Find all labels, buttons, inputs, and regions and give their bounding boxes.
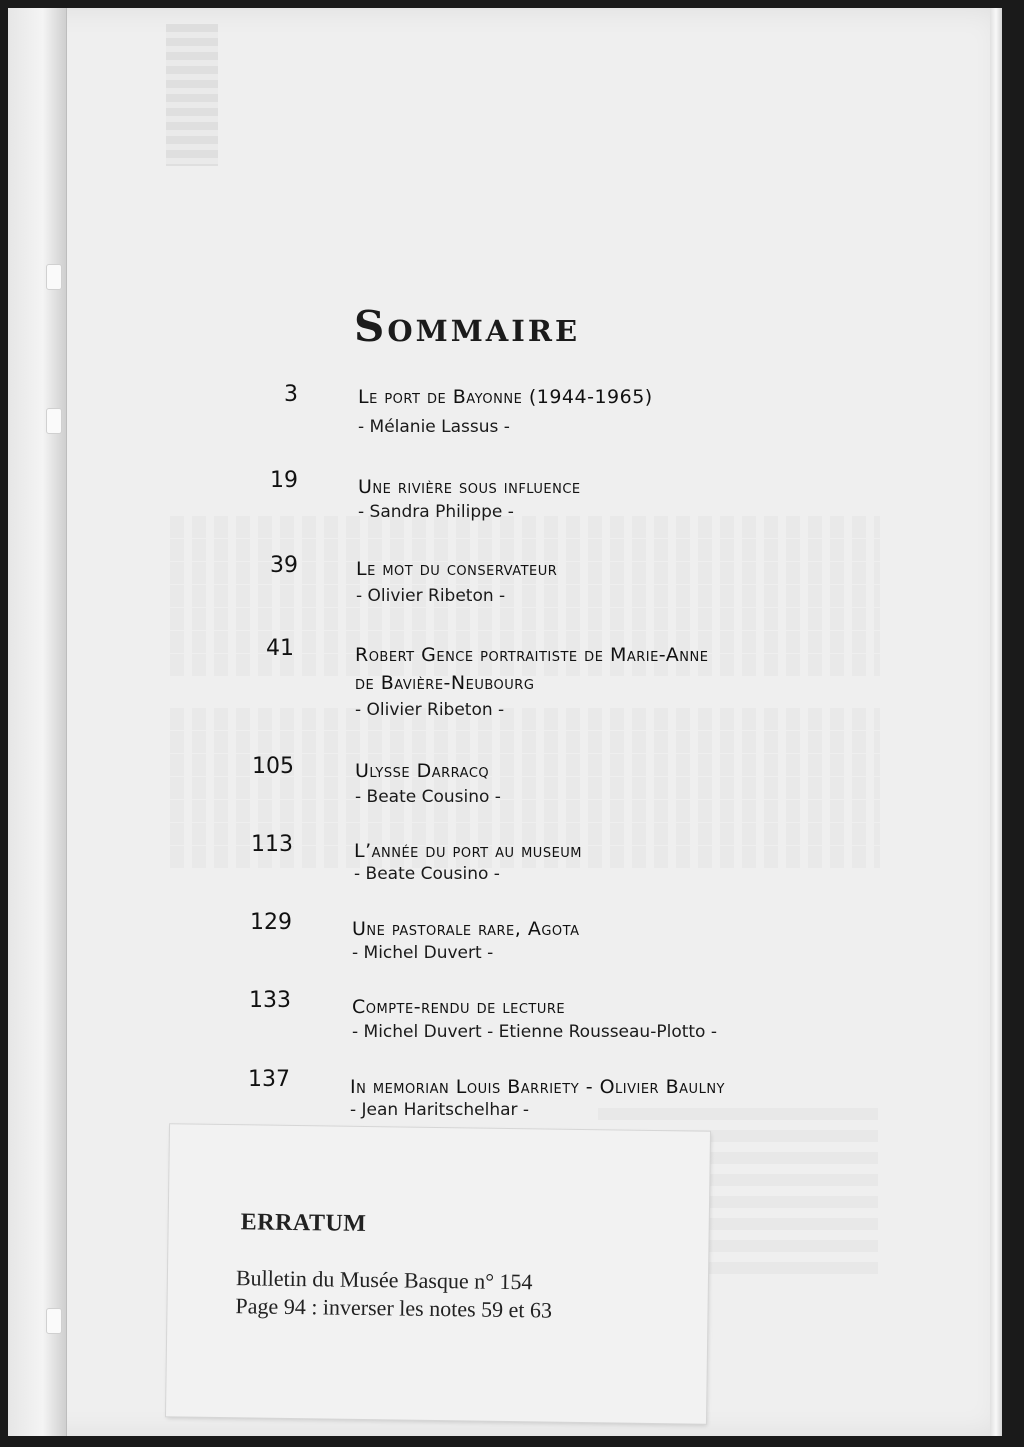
toc-author: - Olivier Ribeton - [356,586,506,606]
toc-page-number: 133 [249,988,291,1013]
toc-title: Ulysse Darracq [355,760,490,782]
toc-title: Le mot du conservateur [356,558,558,580]
toc-title: Compte-rendu de lecture [352,996,566,1018]
toc-page-number: 105 [252,754,294,779]
toc-page-number: 113 [251,832,293,857]
toc-page-number: 39 [270,553,298,578]
toc-author: - Olivier Ribeton - [355,700,505,720]
toc-title-continued: de Bavière-Neubourg [355,672,535,694]
toc-author: - Michel Duvert - Etienne Rousseau-Plotto - [352,1022,717,1042]
toc-author: - Michel Duvert - [352,943,494,963]
toc-author: - Mélanie Lassus - [358,417,510,437]
toc-title: Une rivière sous influence [358,476,581,498]
toc-page-number: 137 [248,1067,290,1092]
erratum-note [166,1124,710,1424]
toc-title: Le port de Bayonne (1944-1965) [358,386,653,408]
erratum-line: Bulletin du Musée Basque n° 154 [235,1265,533,1295]
toc-page-number: 3 [284,382,298,407]
toc-page-number: 41 [266,636,294,661]
toc-title: Une pastorale rare, Agota [352,918,580,940]
erratum-title: ERRATUM [240,1209,367,1237]
toc-title: Robert Gence portraitiste de Marie-Anne [355,644,709,666]
summary-heading: Sommaire [354,302,581,351]
toc-title: L’année du port au museum [354,840,583,862]
toc-title: In memorian Louis Barriety - Olivier Baulny [350,1076,725,1098]
toc-author: - Beate Cousino - [355,787,501,807]
toc-author: - Jean Haritschelhar - [350,1100,530,1120]
toc-author: - Beate Cousino - [354,864,500,884]
toc-author: - Sandra Philippe - [358,502,514,522]
erratum-line: Page 94 : inverser les notes 59 et 63 [235,1293,553,1323]
toc-page-number: 19 [270,468,298,493]
toc-page-number: 129 [250,910,292,935]
